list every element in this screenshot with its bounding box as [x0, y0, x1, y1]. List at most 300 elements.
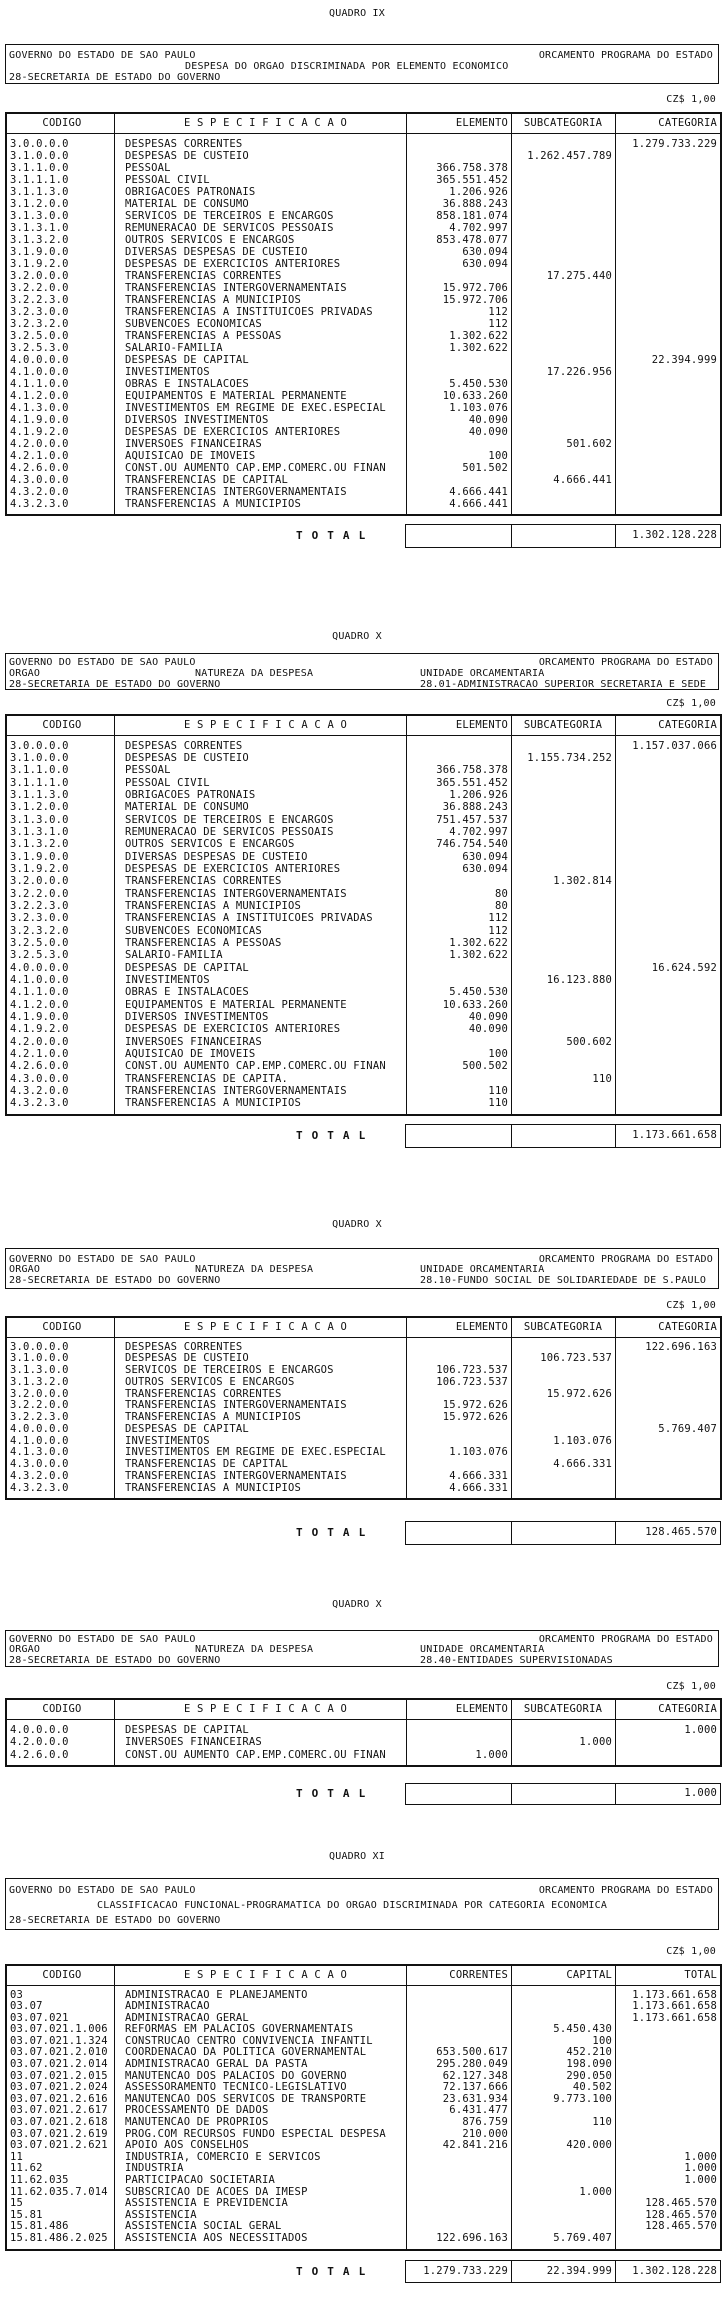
- categoria-value: [615, 234, 720, 246]
- unidade-name: 28.40-ENTIDADES SUPERVISIONADAS: [420, 1655, 613, 1666]
- row-code: 4.1.0.0.0: [10, 365, 69, 378]
- column-divider: [406, 1966, 407, 2249]
- row-code: 03.07.021.1.006: [10, 2024, 108, 2036]
- elemento-value: [406, 1424, 511, 1436]
- row-description: AQUISICAO DE IMOVEIS: [125, 449, 256, 462]
- correntes-value: 42.841.216: [442, 2140, 508, 2152]
- row-code: 3.1.3.2.0: [10, 1376, 69, 1388]
- row-code: 15: [10, 2198, 24, 2210]
- row-description: TRANSFERENCIAS CORRENTES: [125, 875, 282, 888]
- total-box: [405, 2260, 721, 2283]
- correntes-value: 653.500.617: [436, 2047, 508, 2059]
- row-code: 4.3.2.3.0: [10, 1097, 69, 1110]
- row-code: 03.07.021.2.015: [10, 2070, 108, 2082]
- row-code: 03.07.021: [10, 2012, 69, 2024]
- row-code: 3.2.5.0.0: [10, 329, 69, 342]
- currency-unit: CZ$ 1,00: [666, 698, 716, 709]
- correntes-value: [406, 2210, 511, 2222]
- total-value: [615, 2105, 720, 2117]
- report-header-box: [5, 1248, 719, 1289]
- elemento-value: [406, 366, 511, 378]
- correntes-value: [406, 2221, 511, 2233]
- row-description: SALARIO-FAMILIA: [125, 949, 223, 962]
- elemento-value: 80: [494, 899, 508, 912]
- row-description: REMUNERACAO DE SERVICOS PESSOAIS: [125, 825, 334, 838]
- row-code: 4.0.0.0.0: [10, 961, 69, 974]
- capital-value: 1.000: [579, 2186, 612, 2198]
- subcategoria-value: [511, 912, 615, 924]
- row-code: 15.81.486: [10, 2221, 69, 2233]
- row-description: INVESTIMENTOS EM REGIME DE EXEC.ESPECIAL: [125, 401, 386, 414]
- row-description: ASSISTENCIA E PREVIDENCIA: [125, 2198, 289, 2210]
- row-description: OBRIGACOES PATRONAIS: [125, 788, 256, 801]
- subcategoria-value: [511, 186, 615, 198]
- subcategoria-value: [511, 863, 615, 875]
- row-code: 4.0.0.0.0: [10, 1723, 69, 1736]
- natureza-label: NATUREZA DA DESPESA: [195, 668, 314, 679]
- total-elemento: [406, 1522, 511, 1544]
- categoria-value: 1.157.037.066: [632, 739, 717, 752]
- elemento-value: 36.888.243: [442, 801, 508, 814]
- elemento-value: 4.702.997: [449, 221, 508, 234]
- elemento-value: 1.103.076: [449, 1447, 508, 1459]
- row-description: INVERSOES FINANCEIRAS: [125, 437, 262, 450]
- categoria-value: [615, 851, 720, 863]
- elemento-value: 106.723.537: [436, 1365, 508, 1376]
- row-code: 4.3.2.0.0: [10, 1470, 69, 1482]
- elemento-value: 746.754.540: [436, 838, 508, 851]
- elemento-value: 630.094: [462, 245, 508, 258]
- elemento-value: 630.094: [462, 257, 508, 270]
- subcategoria-value: [511, 402, 615, 414]
- budget-program-label: ORCAMENTO PROGRAMA DO ESTADO: [538, 657, 713, 668]
- categoria-value: [615, 912, 720, 924]
- total-categoria: 1.302.128.228: [615, 525, 720, 547]
- row-description: DESPESAS DE CUSTEIO: [125, 751, 249, 764]
- orgao-name: 28-SECRETARIA DE ESTADO DO GOVERNO: [9, 1655, 221, 1666]
- row-description: DESPESAS DE CUSTEIO: [125, 149, 249, 162]
- expense-table: [5, 112, 722, 516]
- natureza-label: NATUREZA DA DESPESA: [195, 1264, 314, 1275]
- budget-program-label: ORCAMENTO PROGRAMA DO ESTADO: [538, 1634, 713, 1645]
- elemento-value: 110: [488, 1097, 508, 1110]
- row-description: SUBVENCOES ECONOMICAS: [125, 317, 262, 330]
- row-code: 4.2.1.0.0: [10, 1048, 69, 1061]
- subcategoria-value: [511, 937, 615, 949]
- row-description: DESPESAS DE CAPITAL: [125, 1723, 249, 1736]
- government-name: GOVERNO DO ESTADO DE SAO PAULO: [9, 1885, 196, 1896]
- row-code: 03.07.021.2.617: [10, 2105, 108, 2117]
- categoria-value: [615, 1471, 720, 1483]
- row-description: TRANSFERENCIAS A PESSOAS: [125, 937, 282, 949]
- categoria-value: [615, 1036, 720, 1048]
- row-code: 03: [10, 1989, 24, 2001]
- row-code: 11.62.035: [10, 2175, 69, 2186]
- total-box: [405, 1521, 721, 1545]
- total-box: [405, 524, 721, 548]
- categoria-value: [615, 1483, 720, 1495]
- row-description: REMUNERACAO DE SERVICOS PESSOAIS: [125, 221, 334, 234]
- report-header-box: [5, 1878, 719, 1930]
- elemento-value: [406, 1389, 511, 1401]
- elemento-value: [406, 1036, 511, 1048]
- row-code: 11.62: [10, 2163, 43, 2175]
- column-divider: [615, 114, 616, 514]
- elemento-value: 1.302.622: [449, 949, 508, 962]
- row-code: 4.0.0.0.0: [10, 353, 69, 366]
- capital-value: [511, 2001, 615, 2013]
- row-description: ASSISTENCIA: [125, 2209, 197, 2221]
- capital-value: 5.769.407: [553, 2232, 612, 2244]
- elemento-value: [406, 740, 511, 752]
- row-code: 4.3.0.0.0: [10, 1072, 69, 1085]
- categoria-value: [615, 999, 720, 1011]
- row-description: DESPESAS DE CAPITAL: [125, 1423, 249, 1435]
- elemento-value: 100: [488, 449, 508, 462]
- column-divider: [615, 1700, 616, 1765]
- subcategoria-value: [511, 900, 615, 912]
- row-code: 3.1.1.0.0: [10, 764, 69, 777]
- unidade-label: UNIDADE ORCAMENTARIA: [420, 1644, 545, 1655]
- subcategoria-value: [511, 1412, 615, 1424]
- row-code: 3.0.0.0.0: [10, 739, 69, 752]
- row-description: PROG.COM RECURSOS FUNDO ESPECIAL DESPESA: [125, 2128, 386, 2140]
- row-code: 4.0.0.0.0: [10, 1423, 69, 1435]
- subcategoria-value: [511, 1400, 615, 1412]
- total-value: 1.000: [684, 2151, 717, 2163]
- capital-value: 110: [592, 2117, 612, 2129]
- row-code: 4.3.2.0.0: [10, 485, 69, 498]
- row-description: OBRAS E INSTALACOES: [125, 377, 249, 390]
- column-divider: [511, 1318, 512, 1498]
- elemento-value: [406, 1342, 511, 1354]
- subcategoria-value: 500.602: [566, 1035, 612, 1048]
- subcategoria-value: [511, 414, 615, 426]
- subcategoria-value: [511, 378, 615, 390]
- elemento-value: 366.758.378: [436, 161, 508, 174]
- row-description: ASSISTENCIA SOCIAL GERAL: [125, 2221, 282, 2233]
- capital-value: 452.210: [566, 2047, 612, 2059]
- capital-value: [511, 1990, 615, 2002]
- subcategoria-value: [511, 1483, 615, 1495]
- orgao-name: 28-SECRETARIA DE ESTADO DO GOVERNO: [9, 72, 221, 83]
- categoria-value: [615, 1097, 720, 1109]
- row-code: 11.62.035.7.014: [10, 2186, 108, 2198]
- row-code: 03.07: [10, 2001, 43, 2013]
- row-code: 3.2.2.3.0: [10, 899, 69, 912]
- categoria-value: [615, 1048, 720, 1060]
- elemento-value: 501.502: [462, 461, 508, 474]
- categoria-value: [615, 318, 720, 330]
- total-elemento: [406, 525, 511, 547]
- report-header-box: [5, 653, 719, 690]
- subcategoria-value: [511, 1377, 615, 1389]
- categoria-value: [615, 1412, 720, 1424]
- categoria-value: [615, 270, 720, 282]
- correntes-value: 62.127.348: [442, 2070, 508, 2082]
- elemento-value: 4.666.331: [449, 1482, 508, 1494]
- orgao-name: 28-SECRETARIA DE ESTADO DO GOVERNO: [9, 1915, 221, 1926]
- categoria-value: [615, 210, 720, 222]
- row-code: 3.1.9.2.0: [10, 862, 69, 875]
- orgao-label: ORGAO: [9, 668, 41, 679]
- subcategoria-value: [511, 1097, 615, 1109]
- subcategoria-value: [511, 888, 615, 900]
- row-description: INDUSTRIA: [125, 2163, 184, 2175]
- row-code: 15.81: [10, 2209, 43, 2221]
- elemento-value: 4.666.331: [449, 1470, 508, 1482]
- col-header-correntes: CORRENTES: [449, 1969, 508, 1981]
- total-elemento: [406, 1784, 511, 1804]
- row-description: OBRIGACOES PATRONAIS: [125, 185, 256, 198]
- report-subtitle: DESPESA DO ORGAO DISCRIMINADA POR ELEMENTO ECONOMICO: [185, 61, 509, 72]
- row-description: TRANSFERENCIAS DE CAPITAL: [125, 473, 289, 486]
- row-code: 3.1.1.1.0: [10, 173, 69, 186]
- column-divider: [615, 1966, 616, 2249]
- row-code: 3.2.3.0.0: [10, 912, 69, 925]
- row-code: 4.1.2.0.0: [10, 389, 69, 402]
- row-code: 3.1.9.2.0: [10, 257, 69, 270]
- government-name: GOVERNO DO ESTADO DE SAO PAULO: [9, 1634, 196, 1645]
- col-header-code: CODIGO: [42, 1321, 82, 1333]
- row-description: ADMINISTRACAO GERAL: [125, 2012, 249, 2024]
- row-description: EQUIPAMENTOS E MATERIAL PERMANENTE: [125, 389, 347, 402]
- quadro-title: QUADRO XI: [329, 1851, 385, 1862]
- col-header-elemento: ELEMENTO: [455, 1321, 508, 1333]
- subcategoria-value: [511, 138, 615, 150]
- capital-value: 40.502: [572, 2082, 612, 2094]
- subcategoria-value: [511, 1023, 615, 1035]
- categoria-value: [615, 390, 720, 402]
- capital-value: [511, 2013, 615, 2025]
- orgao-label: ORGAO: [9, 1264, 41, 1275]
- row-description: INVERSOES FINANCEIRAS: [125, 1736, 262, 1748]
- row-description: CONST.OU AUMENTO CAP.EMP.COMERC.OU FINAN: [125, 1748, 386, 1761]
- subcategoria-value: 16.123.880: [546, 974, 612, 987]
- col-header-capital: CAPITAL: [566, 1969, 612, 1981]
- capital-value: 5.450.430: [553, 2024, 612, 2036]
- elemento-value: 1.206.926: [449, 788, 508, 801]
- natureza-label: NATUREZA DA DESPESA: [195, 1644, 314, 1655]
- categoria-value: [615, 900, 720, 912]
- subcategoria-value: [511, 450, 615, 462]
- column-divider: [114, 1318, 115, 1498]
- column-divider: [511, 1966, 512, 2249]
- col-header-specification: E S P E C I F I C A C A O: [183, 1321, 348, 1333]
- total-value: 128.465.570: [645, 2221, 717, 2233]
- categoria-value: [615, 450, 720, 462]
- subcategoria-value: [511, 1749, 615, 1762]
- total-subcategoria: [511, 525, 615, 547]
- row-code: 3.2.5.0.0: [10, 937, 69, 949]
- col-header-elemento: ELEMENTO: [455, 117, 508, 129]
- row-code: 3.1.3.0.0: [10, 813, 69, 826]
- categoria-value: [615, 1085, 720, 1097]
- categoria-value: [615, 1023, 720, 1035]
- row-code: 4.1.1.0.0: [10, 986, 69, 999]
- elemento-value: 15.972.706: [442, 281, 508, 294]
- row-code: 03.07.021.2.024: [10, 2082, 108, 2094]
- elemento-value: 112: [488, 912, 508, 925]
- capital-value: 9.773.100: [553, 2093, 612, 2105]
- row-code: 4.3.0.0.0: [10, 1459, 69, 1470]
- subcategoria-value: [511, 462, 615, 474]
- elemento-value: [406, 1724, 511, 1737]
- categoria-value: [615, 925, 720, 937]
- categoria-value: [615, 1353, 720, 1365]
- expense-table: [5, 1698, 722, 1767]
- currency-unit: CZ$ 1,00: [666, 94, 716, 105]
- row-description: CONST.OU AUMENTO CAP.EMP.COMERC.OU FINAN: [125, 461, 386, 474]
- row-description: ASSISTENCIA AOS NECESSITADOS: [125, 2232, 308, 2244]
- total-label: T O T A L: [296, 1526, 367, 1539]
- elemento-value: [406, 138, 511, 150]
- row-code: 3.2.3.2.0: [10, 924, 69, 937]
- total-elemento: [406, 1125, 511, 1147]
- elemento-value: [406, 962, 511, 974]
- total-value: 1.173.661.658: [632, 1989, 717, 2001]
- categoria-value: [615, 789, 720, 801]
- row-description: SUBVENCOES ECONOMICAS: [125, 924, 262, 937]
- row-description: DESPESAS DE CUSTEIO: [125, 1353, 249, 1365]
- elemento-value: [406, 1073, 511, 1085]
- row-description: DIVERSOS INVESTIMENTOS: [125, 413, 269, 426]
- categoria-value: [615, 246, 720, 258]
- row-code: 4.1.2.0.0: [10, 998, 69, 1011]
- subcategoria-value: [511, 1365, 615, 1377]
- total-value: 1.173.661.658: [632, 2001, 717, 2013]
- elemento-value: 80: [494, 887, 508, 900]
- categoria-value: [615, 826, 720, 838]
- subcategoria-value: [511, 789, 615, 801]
- elemento-value: 365.551.452: [436, 173, 508, 186]
- row-description: SERVICOS DE TERCEIROS E ENCARGOS: [125, 1365, 334, 1376]
- categoria-value: [615, 474, 720, 486]
- correntes-value: [406, 2036, 511, 2048]
- subcategoria-value: [511, 162, 615, 174]
- elemento-value: 630.094: [462, 862, 508, 875]
- col-header-code: CODIGO: [42, 719, 82, 731]
- row-description: AQUISICAO DE IMOVEIS: [125, 1048, 256, 1061]
- row-description: INVESTIMENTOS EM REGIME DE EXEC.ESPECIAL: [125, 1447, 386, 1459]
- row-code: 4.2.0.0.0: [10, 437, 69, 450]
- row-description: MATERIAL DE CONSUMO: [125, 197, 249, 210]
- row-description: PESSOAL CIVIL: [125, 776, 210, 789]
- elemento-value: [406, 150, 511, 162]
- categoria-value: [615, 1459, 720, 1471]
- row-description: DESPESAS DE EXERCICIOS ANTERIORES: [125, 1023, 341, 1036]
- row-description: ASSESSORAMENTO TECNICO-LEGISLATIVO: [125, 2082, 347, 2094]
- row-code: 4.1.0.0.0: [10, 974, 69, 987]
- elemento-value: [406, 1459, 511, 1471]
- column-divider: [406, 1318, 407, 1498]
- row-code: 03.07.021.2.619: [10, 2128, 108, 2140]
- row-code: 4.1.9.0.0: [10, 413, 69, 426]
- subcategoria-value: 110: [592, 1072, 612, 1085]
- row-code: 03.07.021.1.324: [10, 2035, 108, 2047]
- row-description: TRANSFERENCIAS A MUNICIPIOS: [125, 293, 302, 306]
- row-code: 4.3.0.0.0: [10, 473, 69, 486]
- row-description: ADMINISTRACAO E PLANEJAMENTO: [125, 1989, 308, 2001]
- col-header-specification: E S P E C I F I C A C A O: [183, 1969, 348, 1981]
- subcategoria-value: [511, 1085, 615, 1097]
- row-code: 4.2.0.0.0: [10, 1736, 69, 1748]
- row-description: INVESTIMENTOS: [125, 1435, 210, 1447]
- elemento-value: 40.090: [468, 1011, 508, 1024]
- categoria-value: [615, 777, 720, 789]
- row-code: 4.1.1.0.0: [10, 377, 69, 390]
- column-divider: [114, 1700, 115, 1765]
- orgao-name: 28-SECRETARIA DE ESTADO DO GOVERNO: [9, 679, 221, 690]
- currency-unit: CZ$ 1,00: [666, 1681, 716, 1692]
- subcategoria-value: [511, 282, 615, 294]
- row-description: TRANSFERENCIAS A INSTITUICOES PRIVADAS: [125, 912, 373, 925]
- categoria-value: [615, 986, 720, 998]
- subcategoria-value: [511, 826, 615, 838]
- row-code: 3.2.3.0.0: [10, 305, 69, 318]
- correntes-value: [406, 2175, 511, 2187]
- categoria-value: [615, 258, 720, 270]
- row-description: REFORMAS EM PALACIOS GOVERNAMENTAIS: [125, 2024, 354, 2036]
- column-divider: [114, 114, 115, 514]
- total-value: 1.000: [684, 2163, 717, 2175]
- categoria-value: [615, 1736, 720, 1749]
- subcategoria-value: [511, 999, 615, 1011]
- subcategoria-value: [511, 306, 615, 318]
- correntes-value: 122.696.163: [436, 2232, 508, 2244]
- total-value: 1.173.661.658: [632, 2012, 717, 2024]
- row-description: CONST.OU AUMENTO CAP.EMP.COMERC.OU FINAN: [125, 1060, 386, 1073]
- capital-value: [511, 2221, 615, 2233]
- col-header-specification: E S P E C I F I C A C A O: [183, 1703, 348, 1715]
- elemento-value: 15.972.626: [442, 1400, 508, 1412]
- subcategoria-value: [511, 740, 615, 752]
- row-description: SERVICOS DE TERCEIROS E ENCARGOS: [125, 813, 334, 826]
- total-subcategoria: [511, 1522, 615, 1544]
- col-header-specification: E S P E C I F I C A C A O: [183, 719, 348, 731]
- row-code: 3.1.2.0.0: [10, 801, 69, 814]
- categoria-value: [615, 1389, 720, 1401]
- subcategoria-value: [511, 294, 615, 306]
- total-correntes: 1.279.733.229: [423, 2265, 508, 2277]
- row-code: 3.1.1.3.0: [10, 185, 69, 198]
- row-description: OUTROS SERVICOS E ENCARGOS: [125, 1376, 295, 1388]
- unidade-label: UNIDADE ORCAMENTARIA: [420, 668, 545, 679]
- col-header-subcategoria: SUBCATEGORIA: [523, 719, 603, 731]
- categoria-value: [615, 752, 720, 764]
- categoria-value: [615, 222, 720, 234]
- row-description: MANUTENCAO DE PROPRIOS: [125, 2117, 269, 2129]
- row-code: 4.2.6.0.0: [10, 1748, 69, 1761]
- categoria-value: [615, 282, 720, 294]
- quadro-title: QUADRO X: [332, 1599, 382, 1610]
- subcategoria-value: [511, 925, 615, 937]
- capital-value: [511, 2152, 615, 2164]
- row-code: 3.0.0.0.0: [10, 1341, 69, 1353]
- row-description: PESSOAL: [125, 764, 171, 777]
- capital-value: 420.000: [566, 2140, 612, 2152]
- row-code: 4.1.9.0.0: [10, 1011, 69, 1024]
- categoria-value: [615, 438, 720, 450]
- row-description: PARTICIPACAO SOCIETARIA: [125, 2175, 275, 2186]
- elemento-value: 4.666.441: [449, 485, 508, 498]
- subcategoria-value: [511, 1060, 615, 1072]
- column-divider: [511, 1700, 512, 1765]
- categoria-value: [615, 1073, 720, 1085]
- expense-table: [5, 1316, 722, 1500]
- row-description: TRANSFERENCIAS CORRENTES: [125, 1388, 282, 1400]
- total-value: [615, 2187, 720, 2199]
